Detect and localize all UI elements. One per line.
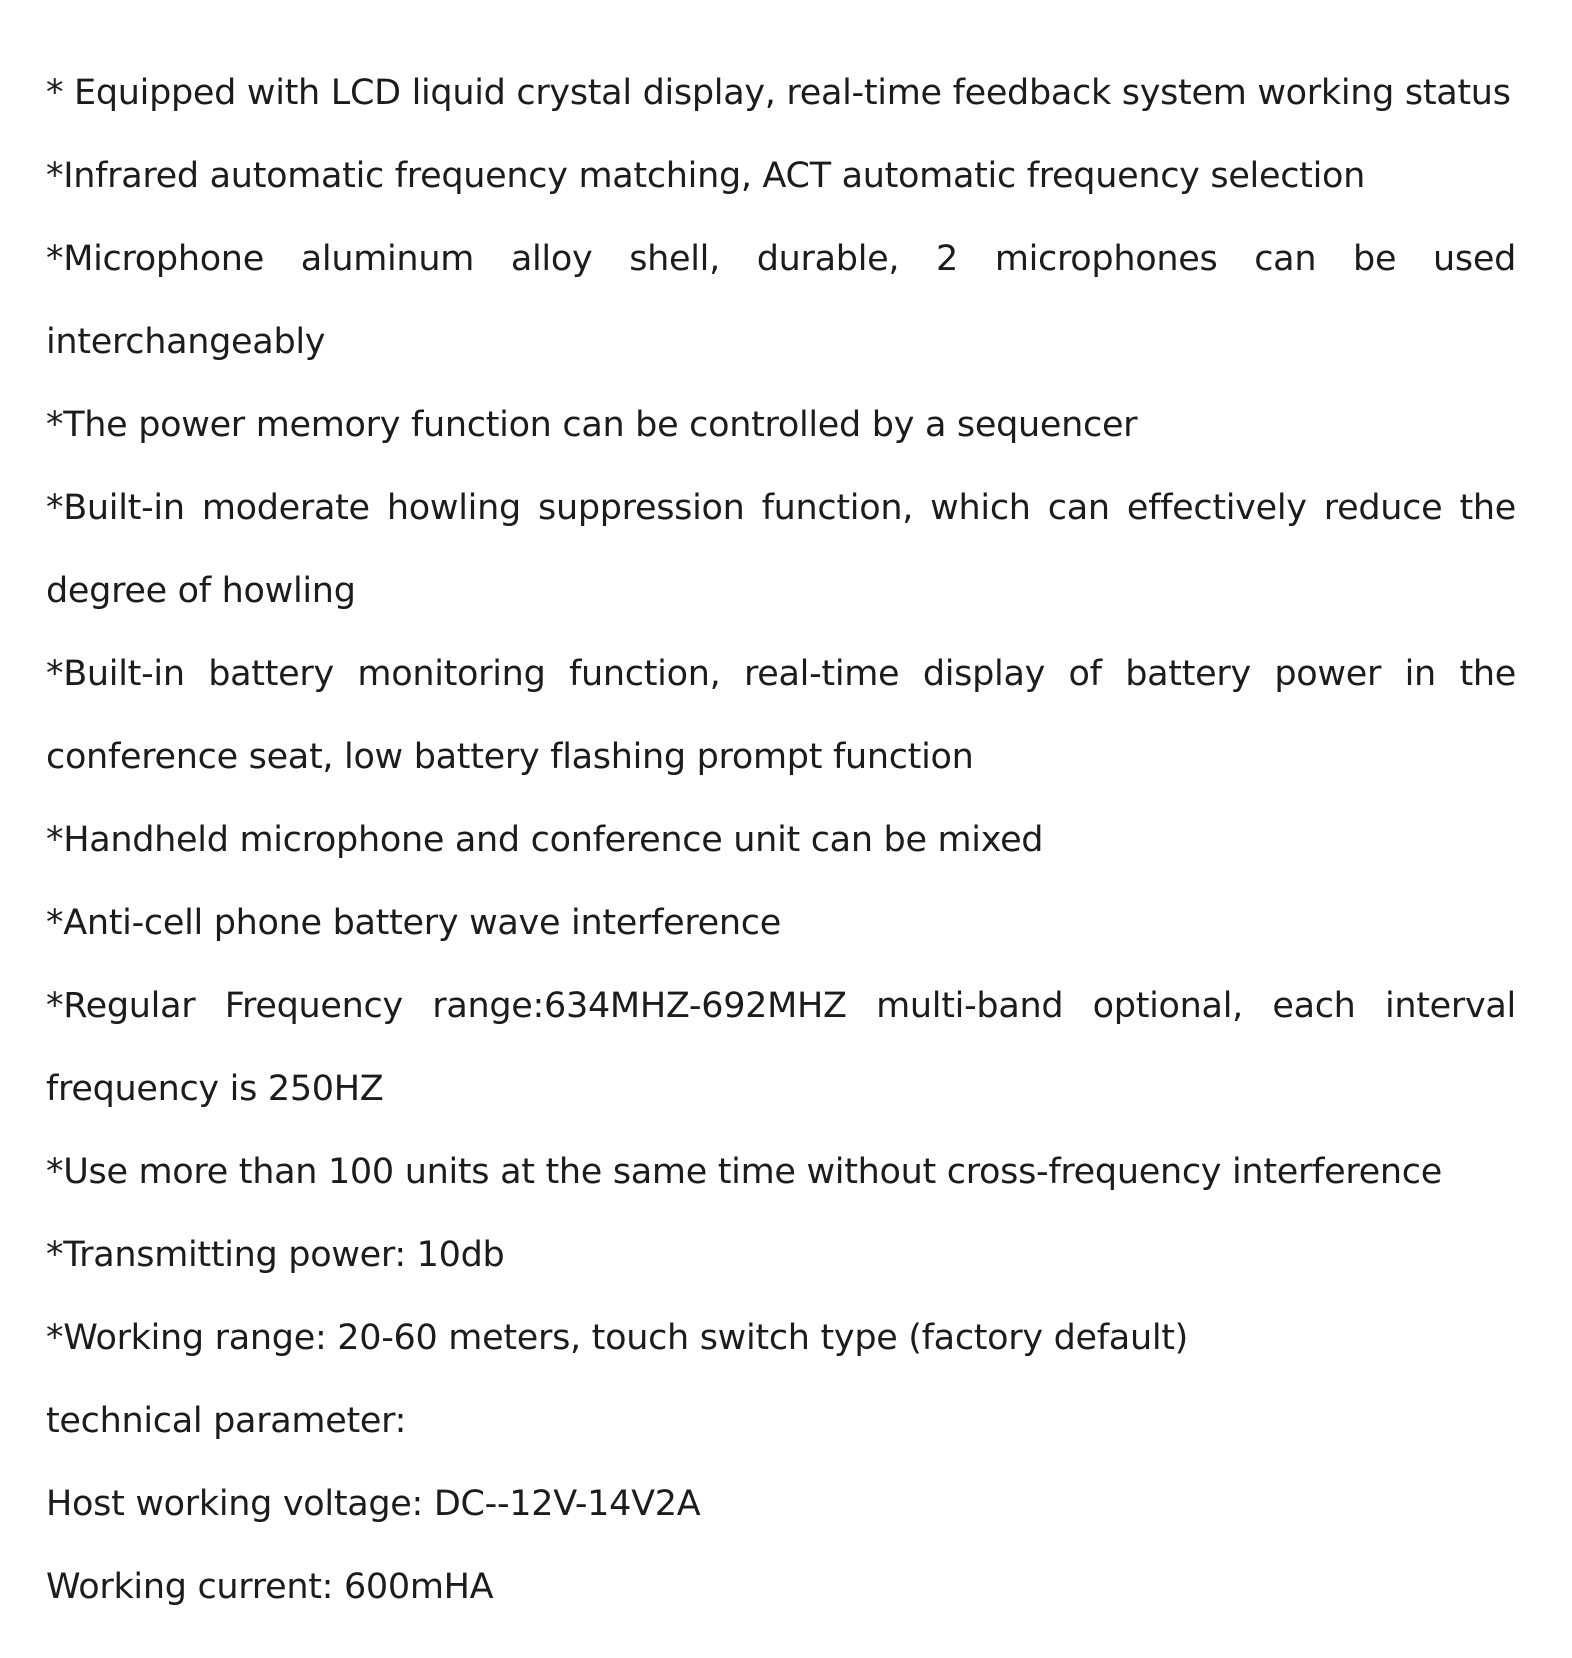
tech-param-current: Working current: 600mHA	[46, 1567, 494, 1607]
tech-params-list	[46, 1463, 1516, 1629]
feature-working-range: *Working range: 20-60 meters, touch switch type (factory default)	[46, 1318, 1189, 1358]
feature-aluminum-shell: *Microphone aluminum alloy shell, durable, 2 microphones can be used	[46, 239, 1516, 279]
feature-lcd-display: * Equipped with LCD liquid crystal display, real-time feedback system working status	[46, 73, 1511, 113]
feature-frequency-range-cont: frequency is 250HZ	[46, 1069, 384, 1109]
feature-list	[46, 52, 1516, 1380]
feature-multi-unit: *Use more than 100 units at the same time without cross-frequency interference	[46, 1152, 1442, 1192]
tech-params-heading: technical parameter:	[46, 1401, 407, 1441]
feature-power-memory: *The power memory function can be controlled by a sequencer	[46, 405, 1138, 445]
feature-aluminum-shell-cont: interchangeably	[46, 322, 326, 362]
tech-param-voltage: Host working voltage: DC--12V-14V2A	[46, 1484, 701, 1524]
spec-document	[46, 52, 1516, 1629]
feature-anti-interference: *Anti-cell phone battery wave interference	[46, 903, 781, 943]
feature-howling-suppression: *Built-in moderate howling suppression function, which can effectively reduce the	[46, 488, 1516, 528]
feature-frequency-range: *Regular Frequency range:634MHZ-692MHZ multi-band optional, each interval	[46, 986, 1516, 1026]
feature-battery-monitoring: *Built-in battery monitoring function, real-time display of battery power in the	[46, 654, 1516, 694]
feature-howling-suppression-cont: degree of howling	[46, 571, 356, 611]
feature-mixed-units: *Handheld microphone and conference unit can be mixed	[46, 820, 1044, 860]
feature-battery-monitoring-cont: conference seat, low battery flashing prompt function	[46, 737, 974, 777]
feature-transmitting-power: *Transmitting power: 10db	[46, 1235, 505, 1275]
feature-infrared-frequency: *Infrared automatic frequency matching, ACT automatic frequency selection	[46, 156, 1366, 196]
